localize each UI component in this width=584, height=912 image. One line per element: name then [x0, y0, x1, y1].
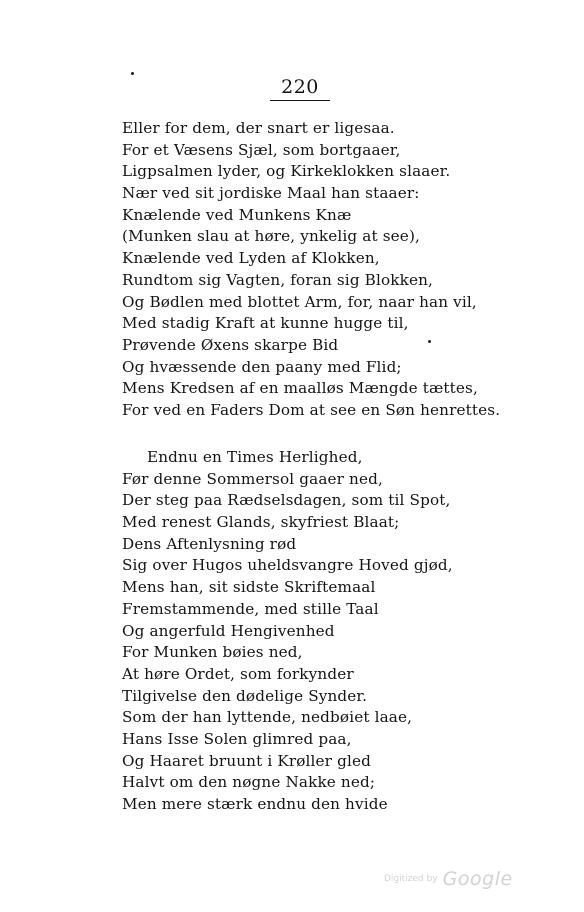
verse-line: Nær ved sit jordiske Maal han staaer:	[122, 184, 420, 203]
google-logo: Google	[442, 868, 513, 890]
verse-line: Prøvende Øxens skarpe Bid	[122, 335, 339, 354]
verse-line: Knælende ved Munkens Knæ	[122, 205, 352, 224]
stanza-2	[122, 447, 453, 816]
verse-line: Og hvæssende den paany med Flid;	[122, 357, 402, 376]
verse-line: Og angerfuld Hengivenhed	[122, 621, 335, 640]
verse-line: Dens Aftenlysning rød	[122, 534, 297, 553]
verse-line: Hans Isse Solen glimred paa,	[122, 729, 352, 748]
verse-line: Men mere stærk endnu den hvide	[122, 795, 388, 813]
verse-line: Før denne Sommersol gaaer ned,	[122, 469, 383, 488]
watermark-prefix: Digitized by	[384, 874, 438, 884]
verse-line: Knælende ved Lyden af Klokken,	[122, 249, 380, 268]
digitization-watermark	[384, 868, 513, 890]
verse-line: Mens Kredsen af en maalløs Mængde tættes,	[122, 379, 478, 398]
verse-line: For ved en Faders Dom at see en Søn henrettes.	[122, 400, 501, 419]
ink-speck	[131, 72, 134, 75]
verse-line: Og Bødlen med blottet Arm, for, naar han vil,	[122, 292, 477, 311]
verse-line: Halvt om den nøgne Nakke ned;	[122, 773, 376, 792]
verse-line: Mens han, sit sidste Skriftemaal	[122, 578, 376, 597]
verse-line: Som der han lyttende, nedbøiet laae,	[122, 708, 413, 727]
verse-line: Og Haaret bruunt i Krøller gled	[122, 751, 371, 770]
verse-line: Tilgivelse den dødelige Synder.	[122, 686, 368, 705]
verse-line: Endnu en Times Herlighed,	[147, 448, 363, 466]
verse-line: At høre Ordet, som forkynder	[122, 664, 354, 683]
stanza-1	[122, 118, 500, 422]
verse-line: Med renest Glands, skyfriest Blaat;	[122, 513, 400, 532]
verse-line: Ligpsalmen lyder, og Kirkeklokken slaaer.	[122, 162, 451, 181]
verse-line: Der steg paa Rædselsdagen, som til Spot,	[122, 491, 451, 510]
verse-line: For Munken bøies ned,	[122, 643, 303, 662]
verse-line: Fremstammende, med stille Taal	[122, 599, 379, 618]
verse-line: Med stadig Kraft at kunne hugge til,	[122, 314, 409, 333]
verse-line: Eller for dem, der snart er ligesaa.	[122, 119, 395, 137]
verse-line: Rundtom sig Vagten, foran sig Blokken,	[122, 270, 434, 289]
verse-line: Sig over Hugos uheldsvangre Hoved gjød,	[122, 556, 453, 575]
verse-line: For et Væsens Sjæl, som bortgaaer,	[122, 140, 401, 159]
verse-line: (Munken slau at høre, ynkelig at see),	[122, 227, 420, 246]
page-number: 220	[270, 76, 330, 101]
